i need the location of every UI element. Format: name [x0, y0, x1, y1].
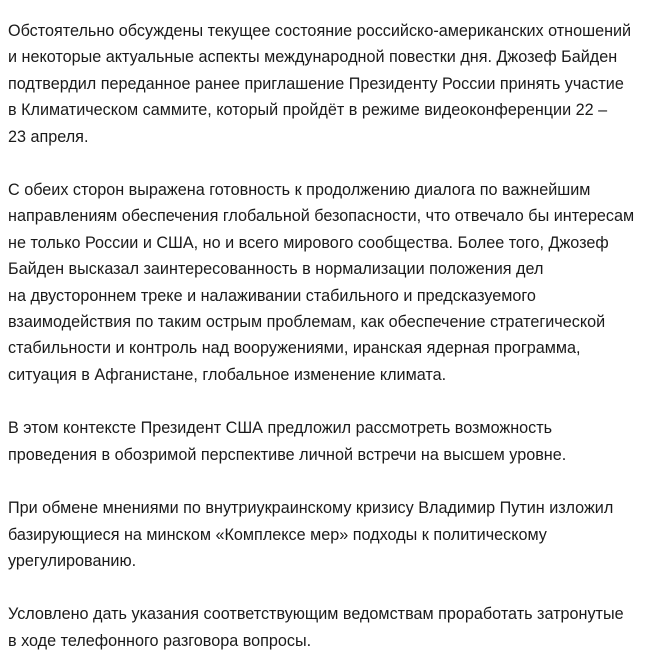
text-line: При обмене мнениями по внутриукраинскому кризису Владимир Путин изложил	[8, 499, 614, 518]
text-line: 23 апреля.	[8, 127, 89, 146]
text-line: взаимодействия по таким острым проблемам, как обеспечение стратегической	[8, 313, 606, 332]
text-line: в ходе телефонного разговора вопросы.	[8, 631, 312, 650]
text-line: не только России и США, но и всего мирового сообщества. Более того, Джозеф	[8, 233, 609, 252]
text-line: стабильности и контроль над вооружениями, иранская ядерная программа,	[8, 339, 581, 358]
text-line: на двустороннем треке и налаживании стабильного и предсказуемого	[8, 286, 536, 305]
text-line: Обстоятельно обсуждены текущее состояние российско-американских отношений	[8, 22, 632, 40]
text-line: Условлено дать указания соответствующим ведомствам проработать затронутые	[8, 605, 624, 624]
text-line: базирующиеся на минском «Комплексе мер» подходы к политическому	[8, 525, 547, 544]
text-line: в Климатическом саммите, который пройдёт в режиме видеоконференции 22 –	[8, 101, 608, 120]
text-line: Байден высказал заинтересованность в нормализации положения дел	[8, 260, 544, 279]
text-line: С обеих сторон выражена готовность к продолжению диалога по важнейшим	[8, 181, 591, 200]
paragraph-security-dialogue	[8, 177, 645, 388]
paragraph-instructions	[8, 601, 645, 654]
paragraph-personal-meeting	[8, 415, 645, 468]
text-line: урегулированию.	[8, 551, 137, 570]
paragraph-ukraine-crisis	[8, 495, 645, 574]
text-line: проведения в обозримой перспективе личной встречи на высшем уровне.	[8, 445, 567, 464]
text-line: В этом контексте Президент США предложил рассмотреть возможность	[8, 419, 553, 438]
text-line: подтвердил переданное ранее приглашение Президенту России принять участие	[8, 74, 624, 93]
paragraph-summit-invitation	[8, 18, 645, 150]
text-line: ситуация в Афганистане, глобальное изменение климата.	[8, 365, 447, 384]
text-line: направлениям обеспечения глобальной безопасности, что отвечало бы интересам	[8, 207, 635, 226]
text-line: и некоторые актуальные аспекты международной повестки дня. Джозеф Байден	[8, 48, 618, 67]
